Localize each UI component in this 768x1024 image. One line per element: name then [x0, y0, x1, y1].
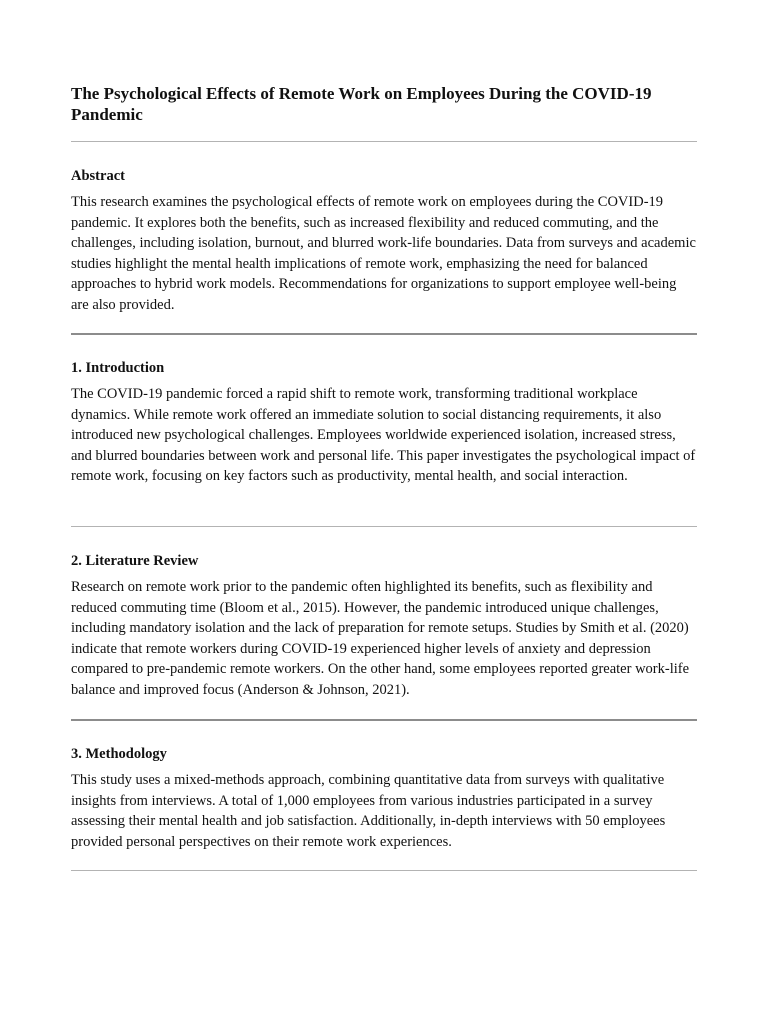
literature-review-body: Research on remote work prior to the pandemic often highlighted its benefits, such as flexibility and reduced commuting time (Bloom et al., 2015). However, the pandemic introduced unique challenges, including mandatory isolation and the lack of preparation for remote setups. Studies by Smith et al. (2020) indicate that remote workers during COVID-19 experienced higher levels of anxiety and depression compared to pre-pandemic remote workers. On the other hand, some employees reported greater work-life balance and improved focus (Anderson & Johnson, 2021).	[71, 579, 690, 698]
section-divider	[71, 870, 697, 871]
abstract-body: This research examines the psychological effects of remote work on employees during the COVID-19 pandemic. It explores both the benefits, such as increased flexibility and reduced commuting, and the challenges, including isolation, burnout, and blurred work-life boundaries. Data from surveys and academic studies highlight the mental health implications of remote work, emphasizing the need for balanced approaches to hybrid work models. Recommendations for organizations to support employee well-being are also provided.	[71, 194, 696, 313]
section-divider	[71, 526, 697, 527]
title-divider	[71, 141, 697, 142]
section-divider	[71, 333, 697, 335]
introduction-body: The COVID-19 pandemic forced a rapid shift to remote work, transforming traditional workplace dynamics. While remote work offered an immediate solution to social distancing requirements, it also introduced new psychological challenges. Employees worldwide experienced isolation, increased stress, and blurred boundaries between work and personal life. This paper investigates the psychological impact of remote work, focusing on key factors such as productivity, mental health, and social interaction.	[71, 386, 696, 485]
section-divider	[71, 719, 697, 721]
paper-title: The Psychological Effects of Remote Work on Employees During the COVID-19 Pandemic	[71, 84, 652, 124]
abstract-heading: Abstract	[71, 168, 125, 184]
methodology-heading: 3. Methodology	[71, 746, 167, 762]
methodology-body: This study uses a mixed-methods approach, combining quantitative data from surveys with qualitative insights from interviews. A total of 1,000 employees from various industries participated in a survey assessing their mental health and job satisfaction. Additionally, in-depth interviews with 50 employees provided personal perspectives on their remote work experiences.	[71, 772, 666, 850]
introduction-heading: 1. Introduction	[71, 360, 165, 376]
literature-review-heading: 2. Literature Review	[71, 553, 199, 569]
